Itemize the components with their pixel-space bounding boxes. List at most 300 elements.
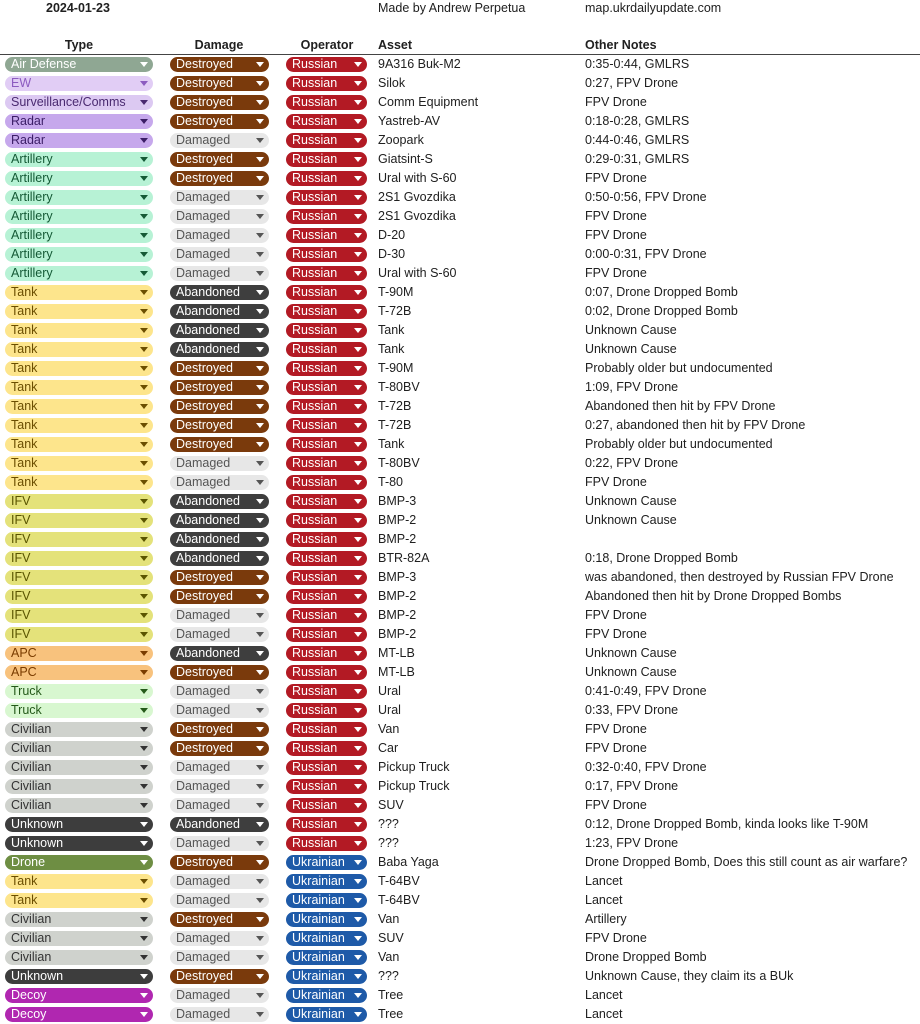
operator-select[interactable] — [286, 304, 367, 319]
damage-select[interactable] — [170, 570, 269, 585]
damage-select[interactable] — [170, 532, 269, 547]
chevron-down-icon — [140, 974, 148, 979]
damage-select[interactable] — [170, 836, 269, 851]
damage-select[interactable] — [170, 703, 269, 718]
damage-select[interactable] — [170, 247, 269, 262]
chevron-down-icon — [140, 651, 148, 656]
damage-select-label: Damaged — [176, 627, 231, 641]
chevron-down-icon — [354, 765, 362, 770]
damage-select[interactable] — [170, 741, 269, 756]
type-select[interactable] — [5, 323, 153, 338]
damage-select[interactable] — [170, 76, 269, 91]
damage-select[interactable] — [170, 475, 269, 490]
operator-select-label: Ukrainian — [292, 969, 345, 983]
operator-select[interactable] — [286, 95, 367, 110]
damage-select-label: Destroyed — [176, 589, 233, 603]
chevron-down-icon — [256, 670, 264, 675]
damage-select-label: Damaged — [176, 893, 231, 907]
type-select[interactable] — [5, 494, 153, 509]
asset-cell: BMP-2 — [378, 608, 417, 622]
type-select[interactable] — [5, 874, 153, 889]
type-select-label: Tank — [11, 399, 38, 413]
chevron-down-icon — [256, 936, 264, 941]
type-select[interactable] — [5, 760, 153, 775]
report-date: 2024-01-23 — [46, 1, 110, 15]
type-select[interactable] — [5, 171, 153, 186]
type-select-label: IFV — [11, 627, 31, 641]
type-select-label: IFV — [11, 608, 31, 622]
chevron-down-icon — [354, 651, 362, 656]
asset-cell: Baba Yaga — [378, 855, 439, 869]
asset-cell: T-72B — [378, 304, 412, 318]
operator-select-label: Russian — [292, 703, 338, 717]
type-select[interactable] — [5, 228, 153, 243]
type-select[interactable] — [5, 646, 153, 661]
asset-cell: ??? — [378, 836, 399, 850]
operator-select[interactable] — [286, 228, 367, 243]
damage-select[interactable] — [170, 152, 269, 167]
operator-select[interactable] — [286, 874, 367, 889]
type-select[interactable] — [5, 969, 153, 984]
table-row — [0, 169, 920, 188]
chevron-down-icon — [140, 860, 148, 865]
operator-select[interactable] — [286, 399, 367, 414]
chevron-down-icon — [354, 803, 362, 808]
operator-select[interactable] — [286, 114, 367, 129]
type-select[interactable] — [5, 570, 153, 585]
damage-select-label: Abandoned — [176, 285, 240, 299]
type-select-label: Tank — [11, 437, 38, 451]
type-select[interactable] — [5, 190, 153, 205]
operator-select[interactable] — [286, 836, 367, 851]
operator-select[interactable] — [286, 969, 367, 984]
chevron-down-icon — [256, 518, 264, 523]
asset-cell: T-72B — [378, 418, 412, 432]
notes-cell: FPV Drone — [585, 608, 647, 622]
type-select[interactable] — [5, 627, 153, 642]
operator-select[interactable] — [286, 570, 367, 585]
chevron-down-icon — [256, 176, 264, 181]
operator-select[interactable] — [286, 513, 367, 528]
asset-cell: Comm Equipment — [378, 95, 479, 109]
type-select[interactable] — [5, 703, 153, 718]
damage-select[interactable] — [170, 798, 269, 813]
type-select[interactable] — [5, 836, 153, 851]
asset-cell: T-80 — [378, 475, 404, 489]
chevron-down-icon — [140, 119, 148, 124]
chevron-down-icon — [256, 461, 264, 466]
damage-select[interactable] — [170, 342, 269, 357]
chevron-down-icon — [140, 689, 148, 694]
asset-cell: BMP-3 — [378, 570, 417, 584]
asset-cell: ??? — [378, 817, 399, 831]
type-select-label: IFV — [11, 494, 31, 508]
damage-select[interactable] — [170, 190, 269, 205]
table-row — [0, 682, 920, 701]
operator-select[interactable] — [286, 760, 367, 775]
chevron-down-icon — [354, 366, 362, 371]
type-select[interactable] — [5, 722, 153, 737]
damage-select-label: Damaged — [176, 760, 231, 774]
type-select[interactable] — [5, 551, 153, 566]
operator-select[interactable] — [286, 380, 367, 395]
chevron-down-icon — [354, 822, 362, 827]
operator-select[interactable] — [286, 931, 367, 946]
chevron-down-icon — [354, 689, 362, 694]
type-select[interactable] — [5, 437, 153, 452]
type-select[interactable] — [5, 684, 153, 699]
operator-select-label: Russian — [292, 551, 338, 565]
type-select[interactable] — [5, 665, 153, 680]
operator-select-label: Russian — [292, 304, 338, 318]
chevron-down-icon — [256, 100, 264, 105]
table-row — [0, 435, 920, 454]
operator-select[interactable] — [286, 950, 367, 965]
operator-select[interactable] — [286, 361, 367, 376]
asset-cell: BMP-2 — [378, 627, 417, 641]
damage-select-label: Abandoned — [176, 513, 240, 527]
operator-select[interactable] — [286, 912, 367, 927]
chevron-down-icon — [140, 993, 148, 998]
operator-select-label: Russian — [292, 665, 338, 679]
damage-select[interactable] — [170, 513, 269, 528]
damage-select[interactable] — [170, 456, 269, 471]
operator-select-label: Ukrainian — [292, 893, 345, 907]
type-select[interactable] — [5, 399, 153, 414]
operator-select[interactable] — [286, 608, 367, 623]
chevron-down-icon — [256, 993, 264, 998]
chevron-down-icon — [140, 404, 148, 409]
asset-cell: Tank — [378, 437, 405, 451]
chevron-down-icon — [140, 708, 148, 713]
notes-cell: FPV Drone — [585, 95, 647, 109]
chevron-down-icon — [354, 252, 362, 257]
operator-select[interactable] — [286, 152, 367, 167]
operator-select-label: Russian — [292, 190, 338, 204]
table-row — [0, 55, 920, 74]
type-select-label: Tank — [11, 893, 38, 907]
chevron-down-icon — [256, 290, 264, 295]
chevron-down-icon — [354, 632, 362, 637]
operator-select[interactable] — [286, 209, 367, 224]
operator-select[interactable] — [286, 247, 367, 262]
damage-select[interactable] — [170, 551, 269, 566]
damage-select[interactable] — [170, 893, 269, 908]
chevron-down-icon — [256, 556, 264, 561]
chevron-down-icon — [354, 233, 362, 238]
notes-cell: FPV Drone — [585, 171, 647, 185]
type-select[interactable] — [5, 817, 153, 832]
asset-cell: ??? — [378, 969, 399, 983]
type-select[interactable] — [5, 266, 153, 281]
type-select-label: Unknown — [11, 817, 64, 831]
chevron-down-icon — [140, 955, 148, 960]
damage-select[interactable] — [170, 646, 269, 661]
operator-select-label: Russian — [292, 760, 338, 774]
operator-select[interactable] — [286, 665, 367, 680]
operator-select-label: Russian — [292, 456, 338, 470]
chevron-down-icon — [140, 841, 148, 846]
type-select[interactable] — [5, 361, 153, 376]
damage-select[interactable] — [170, 912, 269, 927]
chevron-down-icon — [256, 347, 264, 352]
table-row — [0, 663, 920, 682]
type-select[interactable] — [5, 988, 153, 1003]
type-select[interactable] — [5, 247, 153, 262]
type-select-label: Artillery — [11, 247, 53, 261]
chevron-down-icon — [354, 575, 362, 580]
notes-cell: Unknown Cause — [585, 646, 677, 660]
operator-select[interactable] — [286, 418, 367, 433]
chevron-down-icon — [256, 879, 264, 884]
damage-select[interactable] — [170, 969, 269, 984]
damage-select[interactable] — [170, 304, 269, 319]
damage-select[interactable] — [170, 171, 269, 186]
chevron-down-icon — [354, 518, 362, 523]
operator-select[interactable] — [286, 779, 367, 794]
damage-select-label: Damaged — [176, 931, 231, 945]
operator-select-label: Russian — [292, 76, 338, 90]
damage-select-label: Destroyed — [176, 114, 233, 128]
operator-select[interactable] — [286, 190, 367, 205]
table-row — [0, 207, 920, 226]
damage-select[interactable] — [170, 437, 269, 452]
operator-select[interactable] — [286, 76, 367, 91]
type-select[interactable] — [5, 285, 153, 300]
damage-select[interactable] — [170, 608, 269, 623]
type-select[interactable] — [5, 456, 153, 471]
damage-select[interactable] — [170, 133, 269, 148]
chevron-down-icon — [140, 214, 148, 219]
damage-select[interactable] — [170, 779, 269, 794]
notes-cell: Abandoned then hit by Drone Dropped Bombs — [585, 589, 842, 603]
type-select-label: Unknown — [11, 969, 64, 983]
type-select[interactable] — [5, 209, 153, 224]
damage-select-label: Destroyed — [176, 152, 233, 166]
chevron-down-icon — [140, 309, 148, 314]
operator-select-label: Russian — [292, 171, 338, 185]
damage-select-label: Destroyed — [176, 418, 233, 432]
chevron-down-icon — [256, 385, 264, 390]
damage-select[interactable] — [170, 988, 269, 1003]
operator-select[interactable] — [286, 437, 367, 452]
type-select[interactable] — [5, 950, 153, 965]
operator-select[interactable] — [286, 722, 367, 737]
operator-select[interactable] — [286, 988, 367, 1003]
damage-select[interactable] — [170, 855, 269, 870]
type-select[interactable] — [5, 912, 153, 927]
chevron-down-icon — [256, 727, 264, 732]
damage-select-label: Damaged — [176, 950, 231, 964]
damage-select[interactable] — [170, 627, 269, 642]
chevron-down-icon — [140, 898, 148, 903]
type-select[interactable] — [5, 133, 153, 148]
type-select[interactable] — [5, 893, 153, 908]
type-select[interactable] — [5, 57, 153, 72]
chevron-down-icon — [354, 119, 362, 124]
operator-select[interactable] — [286, 342, 367, 357]
damage-select[interactable] — [170, 665, 269, 680]
type-select[interactable] — [5, 380, 153, 395]
damage-select[interactable] — [170, 817, 269, 832]
damage-select[interactable] — [170, 95, 269, 110]
notes-cell: Unknown Cause — [585, 513, 677, 527]
notes-cell: 0:35-0:44, GMLRS — [585, 57, 690, 71]
damage-select[interactable] — [170, 114, 269, 129]
type-select[interactable] — [5, 608, 153, 623]
table-row — [0, 1005, 920, 1024]
table-row — [0, 245, 920, 264]
operator-select[interactable] — [286, 817, 367, 832]
chevron-down-icon — [256, 841, 264, 846]
asset-cell: Van — [378, 722, 400, 736]
table-row — [0, 815, 920, 834]
damage-select[interactable] — [170, 684, 269, 699]
table-row — [0, 112, 920, 131]
damage-select[interactable] — [170, 494, 269, 509]
damage-select[interactable] — [170, 931, 269, 946]
type-select[interactable] — [5, 342, 153, 357]
damage-select[interactable] — [170, 399, 269, 414]
damage-select[interactable] — [170, 323, 269, 338]
damage-select[interactable] — [170, 589, 269, 604]
type-select[interactable] — [5, 931, 153, 946]
asset-cell: Ural with S-60 — [378, 171, 457, 185]
type-select-label: Civilian — [11, 722, 52, 736]
table-row — [0, 511, 920, 530]
operator-select[interactable] — [286, 798, 367, 813]
asset-cell: Tree — [378, 1007, 404, 1021]
type-select[interactable] — [5, 1007, 153, 1022]
damage-select-label: Destroyed — [176, 665, 233, 679]
operator-select[interactable] — [286, 627, 367, 642]
damage-select[interactable] — [170, 285, 269, 300]
damage-select-label: Damaged — [176, 190, 231, 204]
damage-select[interactable] — [170, 380, 269, 395]
operator-select[interactable] — [286, 57, 367, 72]
operator-select[interactable] — [286, 684, 367, 699]
operator-select[interactable] — [286, 532, 367, 547]
type-select[interactable] — [5, 589, 153, 604]
type-select[interactable] — [5, 304, 153, 319]
asset-cell: BMP-2 — [378, 589, 417, 603]
asset-cell: Zoopark — [378, 133, 424, 147]
operator-select[interactable] — [286, 855, 367, 870]
type-select[interactable] — [5, 798, 153, 813]
table-row — [0, 720, 920, 739]
table-row — [0, 530, 920, 549]
table-row — [0, 74, 920, 93]
damage-select[interactable] — [170, 57, 269, 72]
table-row — [0, 758, 920, 777]
chevron-down-icon — [256, 860, 264, 865]
type-select-label: Radar — [11, 133, 46, 147]
notes-cell: Abandoned then hit by FPV Drone — [585, 399, 776, 413]
type-select[interactable] — [5, 152, 153, 167]
damage-select-label: Destroyed — [176, 722, 233, 736]
operator-select-label: Russian — [292, 798, 338, 812]
type-select[interactable] — [5, 532, 153, 547]
chevron-down-icon — [256, 537, 264, 542]
chevron-down-icon — [256, 271, 264, 276]
operator-select[interactable] — [286, 741, 367, 756]
operator-select[interactable] — [286, 551, 367, 566]
chevron-down-icon — [140, 765, 148, 770]
type-select[interactable] — [5, 475, 153, 490]
operator-select[interactable] — [286, 703, 367, 718]
chevron-down-icon — [140, 176, 148, 181]
table-row — [0, 454, 920, 473]
type-select[interactable] — [5, 513, 153, 528]
damage-select[interactable] — [170, 950, 269, 965]
notes-cell: FPV Drone — [585, 209, 647, 223]
chevron-down-icon — [354, 461, 362, 466]
asset-cell: Yastreb-AV — [378, 114, 441, 128]
operator-select[interactable] — [286, 893, 367, 908]
table-row — [0, 340, 920, 359]
operator-select[interactable] — [286, 456, 367, 471]
damage-select[interactable] — [170, 266, 269, 281]
operator-select[interactable] — [286, 171, 367, 186]
asset-cell: 2S1 Gvozdika — [378, 190, 456, 204]
type-select[interactable] — [5, 76, 153, 91]
type-select[interactable] — [5, 418, 153, 433]
type-select[interactable] — [5, 855, 153, 870]
operator-select[interactable] — [286, 494, 367, 509]
damage-select[interactable] — [170, 722, 269, 737]
operator-select[interactable] — [286, 266, 367, 281]
operator-select-label: Russian — [292, 152, 338, 166]
damage-select[interactable] — [170, 361, 269, 376]
chevron-down-icon — [140, 480, 148, 485]
operator-select[interactable] — [286, 475, 367, 490]
chevron-down-icon — [140, 233, 148, 238]
type-select[interactable] — [5, 114, 153, 129]
damage-select[interactable] — [170, 760, 269, 775]
operator-select[interactable] — [286, 133, 367, 148]
operator-select[interactable] — [286, 589, 367, 604]
damage-select[interactable] — [170, 418, 269, 433]
damage-select[interactable] — [170, 228, 269, 243]
operator-select-label: Russian — [292, 133, 338, 147]
chevron-down-icon — [140, 442, 148, 447]
operator-select[interactable] — [286, 323, 367, 338]
damage-select[interactable] — [170, 1007, 269, 1022]
operator-select[interactable] — [286, 1007, 367, 1022]
notes-cell: 0:27, abandoned then hit by FPV Drone — [585, 418, 806, 432]
chevron-down-icon — [354, 746, 362, 751]
damage-select[interactable] — [170, 874, 269, 889]
type-select[interactable] — [5, 741, 153, 756]
chevron-down-icon — [140, 290, 148, 295]
table-row — [0, 264, 920, 283]
notes-cell: Unknown Cause — [585, 342, 677, 356]
chevron-down-icon — [354, 499, 362, 504]
type-select-label: Tank — [11, 380, 38, 394]
operator-select[interactable] — [286, 285, 367, 300]
chevron-down-icon — [140, 613, 148, 618]
type-select[interactable] — [5, 779, 153, 794]
chevron-down-icon — [256, 81, 264, 86]
damage-select[interactable] — [170, 209, 269, 224]
operator-select[interactable] — [286, 646, 367, 661]
damage-select-label: Damaged — [176, 266, 231, 280]
damage-select-label: Abandoned — [176, 646, 240, 660]
damage-select-label: Destroyed — [176, 76, 233, 90]
type-select[interactable] — [5, 95, 153, 110]
operator-select-label: Russian — [292, 494, 338, 508]
notes-cell: FPV Drone — [585, 931, 647, 945]
